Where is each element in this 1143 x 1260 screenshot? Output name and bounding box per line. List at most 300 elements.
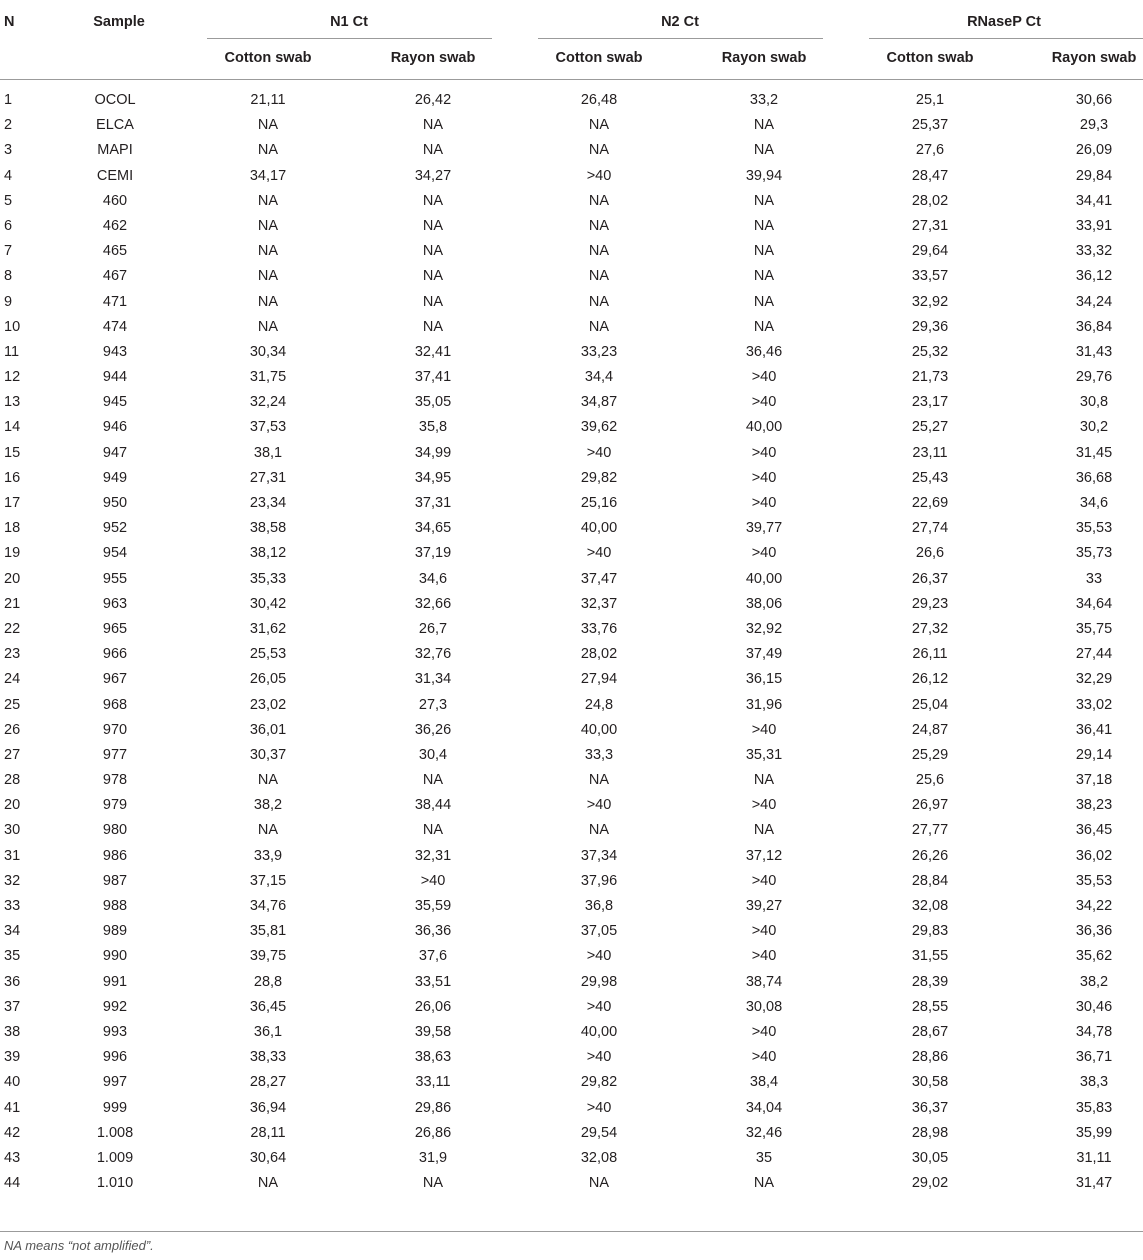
cell-rnasep-rayon: 31,45	[1075, 444, 1113, 461]
cell-n2-rayon: >40	[751, 923, 777, 940]
cell-rnasep-cotton: 26,97	[911, 797, 949, 814]
cell-rnasep-rayon: 34,24	[1075, 293, 1113, 310]
cell-n1-cotton: 36,1	[253, 1023, 283, 1040]
cell-n2-cotton: >40	[586, 797, 612, 814]
cell-n2-cotton: NA	[588, 268, 610, 285]
cell-n1-cotton: 38,2	[253, 797, 283, 814]
cell-n1-cotton: 31,75	[249, 369, 287, 386]
cell-rnasep-rayon: 37,18	[1075, 772, 1113, 789]
table-row	[0, 516, 1143, 541]
cell-n2-rayon: 39,77	[745, 520, 783, 537]
cell-sample: 987	[102, 872, 128, 889]
cell-n1-rayon: 31,34	[414, 671, 452, 688]
cell-n2-cotton: >40	[586, 948, 612, 965]
cell-n: 16	[4, 469, 21, 486]
table-row	[0, 693, 1143, 718]
cell-n2-cotton: 29,82	[580, 469, 618, 486]
cell-n1-cotton: 26,05	[249, 671, 287, 688]
cell-n: 24	[4, 671, 21, 688]
cell-sample: 967	[102, 671, 128, 688]
cell-n2-cotton: 37,47	[580, 570, 618, 587]
cell-rnasep-rayon: 36,02	[1075, 847, 1113, 864]
cell-n: 36	[4, 973, 21, 990]
cell-rnasep-rayon: 30,2	[1079, 419, 1109, 436]
cell-rnasep-rayon: 31,47	[1075, 1175, 1113, 1192]
cell-n1-rayon: NA	[422, 1175, 444, 1192]
cell-n2-cotton: 28,02	[580, 646, 618, 663]
table-row	[0, 138, 1143, 163]
table-row	[0, 642, 1143, 667]
cell-n1-cotton: NA	[257, 117, 279, 134]
cell-n1-rayon: 29,86	[414, 1099, 452, 1116]
cell-n2-cotton: >40	[586, 167, 612, 184]
cell-sample: 980	[102, 822, 128, 839]
cell-n: 15	[4, 444, 21, 461]
cell-sample: 467	[102, 268, 128, 285]
cell-sample: 988	[102, 898, 128, 914]
cell-n2-rayon: NA	[753, 293, 775, 310]
cell-n1-rayon: NA	[422, 772, 444, 789]
cell-n2-cotton: 37,05	[580, 923, 618, 940]
cell-n1-cotton: NA	[257, 822, 279, 839]
cell-sample: 1.008	[96, 1124, 134, 1141]
cell-n2-cotton: 32,08	[580, 1149, 618, 1166]
table-row	[0, 88, 1143, 113]
cell-n1-rayon: >40	[420, 872, 446, 889]
cell-n2-cotton: 40,00	[580, 520, 618, 537]
table-row	[0, 768, 1143, 793]
cell-n2-cotton: 39,62	[580, 419, 618, 436]
cell-rnasep-cotton: 27,31	[911, 217, 949, 234]
cell-sample: 945	[102, 394, 128, 411]
cell-n1-rayon: 36,26	[414, 721, 452, 738]
cell-n1-cotton: NA	[257, 1175, 279, 1192]
cell-n1-cotton: 28,11	[250, 1124, 286, 1141]
cell-n: 1	[4, 92, 13, 108]
cell-n1-rayon: NA	[422, 142, 444, 159]
cell-n1-rayon: 33,11	[415, 1074, 451, 1091]
cell-n2-rayon: >40	[751, 369, 777, 386]
table-row	[0, 1020, 1143, 1045]
cell-n1-cotton: 36,01	[249, 721, 287, 738]
cell-n: 20	[4, 797, 21, 814]
cell-n: 8	[4, 268, 13, 285]
table-row	[0, 970, 1143, 995]
cell-n2-cotton: 24,8	[584, 696, 614, 713]
cell-rnasep-rayon: 35,53	[1075, 872, 1113, 889]
cell-n1-rayon: 37,31	[414, 495, 452, 511]
cell-n2-rayon: 36,46	[745, 343, 783, 360]
header-group-n2: N2 Ct	[661, 14, 699, 30]
cell-n2-rayon: 32,92	[745, 620, 783, 637]
cell-sample: 1.010	[96, 1175, 134, 1192]
cell-n2-cotton: 40,00	[580, 721, 618, 738]
table-body	[0, 88, 1143, 1196]
cell-n2-rayon: 33,2	[749, 92, 779, 108]
header-n1-rayon: Rayon swab	[390, 50, 476, 66]
cell-sample: 949	[102, 469, 128, 486]
cell-rnasep-cotton: 25,27	[911, 419, 949, 436]
cell-rnasep-cotton: 25,32	[911, 343, 949, 360]
cell-rnasep-cotton: 23,11	[912, 444, 948, 461]
cell-n2-rayon: 38,06	[745, 595, 783, 612]
cell-rnasep-rayon: 33,91	[1075, 217, 1113, 234]
table-row	[0, 1121, 1143, 1146]
cell-rnasep-cotton: 25,04	[911, 696, 949, 713]
cell-rnasep-cotton: 25,6	[915, 772, 945, 789]
cell-n1-rayon: 35,59	[414, 898, 452, 914]
table-row	[0, 1096, 1143, 1121]
cell-n2-rayon: 35,31	[745, 746, 783, 763]
cell-n2-rayon: >40	[751, 948, 777, 965]
cell-n1-cotton: 28,8	[253, 973, 283, 990]
cell-n2-cotton: >40	[586, 444, 612, 461]
cell-sample: 471	[102, 293, 128, 310]
cell-n: 14	[4, 419, 21, 436]
cell-n: 38	[4, 1023, 21, 1040]
cell-n2-cotton: NA	[588, 293, 610, 310]
cell-rnasep-cotton: 28,98	[911, 1124, 949, 1141]
cell-n1-cotton: 33,9	[253, 847, 283, 864]
cell-rnasep-rayon: 29,76	[1075, 369, 1113, 386]
cell-rnasep-cotton: 25,43	[911, 469, 949, 486]
cell-n1-rayon: 26,86	[414, 1124, 452, 1141]
table-row	[0, 818, 1143, 843]
cell-n1-rayon: NA	[422, 822, 444, 839]
table-row	[0, 592, 1143, 617]
cell-n1-cotton: 35,33	[249, 570, 287, 587]
cell-rnasep-cotton: 30,05	[911, 1149, 949, 1166]
cell-n2-rayon: >40	[751, 872, 777, 889]
cell-n2-rayon: 39,94	[745, 167, 783, 184]
cell-n2-cotton: 29,54	[580, 1124, 618, 1141]
cell-n2-rayon: 32,46	[745, 1124, 783, 1141]
cell-n2-cotton: 29,98	[580, 973, 618, 990]
cell-rnasep-cotton: 33,57	[911, 268, 949, 285]
table-row	[0, 1146, 1143, 1171]
cell-n1-rayon: 27,3	[418, 696, 448, 713]
cell-sample: 462	[102, 217, 128, 234]
cell-rnasep-cotton: 25,1	[915, 92, 945, 108]
cell-rnasep-rayon: 34,41	[1075, 192, 1113, 209]
cell-n1-cotton: 25,53	[249, 646, 287, 663]
cell-n1-cotton: 30,42	[249, 595, 287, 612]
table-row	[0, 340, 1143, 365]
cell-rnasep-rayon: 38,3	[1079, 1074, 1109, 1091]
cell-n2-cotton: >40	[586, 998, 612, 1015]
cell-n: 3	[4, 142, 13, 159]
cell-rnasep-cotton: 27,74	[911, 520, 949, 537]
cell-rnasep-cotton: 28,84	[911, 872, 949, 889]
cell-rnasep-rayon: 35,73	[1075, 545, 1113, 562]
cell-n2-cotton: 29,82	[580, 1074, 618, 1091]
cell-n1-cotton: NA	[257, 142, 279, 159]
cell-n1-rayon: NA	[422, 117, 444, 134]
cell-rnasep-cotton: 30,58	[911, 1074, 949, 1091]
table-row	[0, 1045, 1143, 1070]
cell-n1-cotton: 30,34	[249, 343, 287, 360]
cell-n2-rayon: 38,4	[749, 1074, 779, 1091]
table-row	[0, 567, 1143, 592]
cell-n: 37	[4, 998, 21, 1015]
cell-sample: 944	[102, 369, 128, 386]
cell-rnasep-rayon: 35,62	[1075, 948, 1113, 965]
cell-n2-rayon: >40	[751, 469, 777, 486]
cell-n1-cotton: 28,27	[249, 1074, 287, 1091]
cell-n1-rayon: NA	[422, 243, 444, 260]
cell-n1-cotton: 21,11	[250, 92, 286, 108]
cell-n1-rayon: NA	[422, 318, 444, 335]
cell-n1-cotton: 36,45	[249, 998, 287, 1015]
cell-n: 19	[4, 545, 21, 562]
cell-n: 10	[4, 318, 21, 335]
cell-rnasep-cotton: 26,12	[911, 671, 949, 688]
cell-n2-cotton: NA	[588, 772, 610, 789]
cell-n1-cotton: 32,24	[249, 394, 287, 411]
table-row	[0, 390, 1143, 415]
cell-n2-cotton: NA	[588, 318, 610, 335]
table-row	[0, 441, 1143, 466]
cell-n1-rayon: 37,6	[418, 948, 448, 965]
cell-rnasep-cotton: 26,11	[912, 646, 948, 663]
cell-n2-rayon: NA	[753, 822, 775, 839]
cell-n2-rayon: >40	[751, 495, 777, 511]
table-row	[0, 743, 1143, 768]
cell-n: 28	[4, 772, 21, 789]
cell-n1-rayon: 30,4	[418, 746, 448, 763]
cell-rnasep-rayon: 35,83	[1075, 1099, 1113, 1116]
cell-n1-rayon: 34,99	[414, 444, 452, 461]
table-row	[0, 617, 1143, 642]
cell-sample: 992	[102, 998, 128, 1015]
cell-rnasep-rayon: 36,45	[1075, 822, 1113, 839]
cell-sample: 963	[102, 595, 128, 612]
cell-rnasep-cotton: 28,86	[911, 1049, 949, 1066]
cell-n1-rayon: 31,9	[418, 1149, 448, 1166]
cell-n: 20	[4, 570, 21, 587]
cell-n1-cotton: 34,17	[249, 167, 287, 184]
cell-n: 5	[4, 192, 13, 209]
cell-sample: 986	[102, 847, 128, 864]
cell-n: 31	[4, 847, 21, 864]
table-row	[0, 365, 1143, 390]
cell-rnasep-cotton: 21,73	[911, 369, 949, 386]
cell-rnasep-rayon: 30,8	[1079, 394, 1109, 411]
cell-n: 39	[4, 1049, 21, 1066]
cell-n2-rayon: 35	[755, 1149, 773, 1166]
cell-n2-rayon: NA	[753, 772, 775, 789]
cell-n2-rayon: >40	[751, 797, 777, 814]
cell-rnasep-cotton: 32,08	[911, 898, 949, 914]
cell-rnasep-rayon: 35,99	[1075, 1124, 1113, 1141]
table-row	[0, 869, 1143, 894]
cell-n1-cotton: NA	[257, 318, 279, 335]
cell-rnasep-rayon: 27,44	[1075, 646, 1113, 663]
cell-n: 22	[4, 620, 21, 637]
table-row	[0, 944, 1143, 969]
cell-n: 41	[4, 1099, 21, 1116]
cell-rnasep-cotton: 28,67	[911, 1023, 949, 1040]
cell-sample: 460	[102, 192, 128, 209]
cell-rnasep-cotton: 27,6	[915, 142, 945, 159]
cell-n2-cotton: 26,48	[580, 92, 618, 108]
cell-n2-rayon: 40,00	[745, 419, 783, 436]
group-rule-n1	[207, 38, 492, 39]
table-row	[0, 919, 1143, 944]
cell-rnasep-cotton: 27,32	[911, 620, 949, 637]
cell-n1-cotton: 39,75	[249, 948, 287, 965]
cell-n1-cotton: 35,81	[249, 923, 287, 940]
cell-n1-rayon: 35,8	[418, 419, 448, 436]
cell-n2-cotton: 32,37	[580, 595, 618, 612]
cell-n1-cotton: NA	[257, 772, 279, 789]
table-row	[0, 1171, 1143, 1196]
table-row	[0, 793, 1143, 818]
cell-rnasep-cotton: 29,83	[911, 923, 949, 940]
cell-rnasep-rayon: 35,75	[1075, 620, 1113, 637]
cell-sample: 978	[102, 772, 128, 789]
cell-n1-rayon: 33,51	[414, 973, 452, 990]
cell-rnasep-rayon: 34,78	[1075, 1023, 1113, 1040]
cell-n1-cotton: 23,34	[249, 495, 287, 511]
cell-n1-rayon: 34,95	[414, 469, 452, 486]
cell-n2-rayon: 38,74	[745, 973, 783, 990]
cell-rnasep-cotton: 25,37	[911, 117, 949, 134]
cell-n1-cotton: 23,02	[249, 696, 287, 713]
cell-rnasep-cotton: 26,37	[911, 570, 949, 587]
cell-n2-rayon: 36,15	[745, 671, 783, 688]
cell-rnasep-rayon: 32,29	[1075, 671, 1113, 688]
table-row	[0, 1070, 1143, 1095]
cell-sample: 989	[102, 923, 128, 940]
cell-n1-rayon: 26,42	[414, 92, 452, 108]
cell-sample: 465	[102, 243, 128, 260]
table-row	[0, 995, 1143, 1020]
cell-sample: 474	[102, 318, 128, 335]
cell-rnasep-cotton: 29,36	[911, 318, 949, 335]
cell-rnasep-rayon: 31,43	[1075, 343, 1113, 360]
cell-sample: 993	[102, 1023, 128, 1040]
cell-rnasep-rayon: 30,66	[1075, 92, 1113, 108]
cell-n1-cotton: 34,76	[249, 898, 287, 914]
table-row	[0, 718, 1143, 743]
cell-rnasep-rayon: 35,53	[1075, 520, 1113, 537]
cell-n2-rayon: NA	[753, 318, 775, 335]
cell-n1-rayon: 37,41	[414, 369, 452, 386]
header-rule	[0, 79, 1143, 80]
cell-n2-rayon: NA	[753, 142, 775, 159]
cell-n1-cotton: 36,94	[249, 1099, 287, 1116]
cell-rnasep-rayon: 26,09	[1075, 142, 1113, 159]
cell-n2-rayon: >40	[751, 545, 777, 562]
cell-n2-rayon: 34,04	[745, 1099, 783, 1116]
bottom-rule	[0, 1231, 1143, 1232]
cell-n1-cotton: 38,33	[249, 1049, 287, 1066]
cell-sample: ELCA	[96, 117, 134, 134]
cell-sample: 996	[102, 1049, 128, 1066]
cell-n2-cotton: NA	[588, 117, 610, 134]
cell-n: 13	[4, 394, 21, 411]
cell-sample: MAPI	[97, 142, 133, 159]
cell-n: 23	[4, 646, 21, 663]
cell-n2-cotton: 34,4	[584, 369, 614, 386]
table-row	[0, 541, 1143, 566]
cell-n2-rayon: 40,00	[745, 570, 783, 587]
cell-n: 40	[4, 1074, 21, 1091]
cell-n1-cotton: NA	[257, 268, 279, 285]
cell-sample: 997	[102, 1074, 128, 1091]
cell-n2-rayon: 37,12	[745, 847, 783, 864]
cell-rnasep-rayon: 36,41	[1075, 721, 1113, 738]
cell-sample: 979	[102, 797, 128, 814]
header-sample: Sample	[93, 14, 145, 30]
cell-n2-cotton: NA	[588, 142, 610, 159]
cell-rnasep-rayon: 36,84	[1075, 318, 1113, 335]
cell-n2-rayon: >40	[751, 444, 777, 461]
cell-n1-cotton: 31,62	[249, 620, 287, 637]
cell-sample: 999	[102, 1099, 128, 1116]
cell-n2-cotton: >40	[586, 1099, 612, 1116]
cell-n: 21	[4, 595, 21, 612]
cell-n2-cotton: 40,00	[580, 1023, 618, 1040]
cell-rnasep-cotton: 25,29	[911, 746, 949, 763]
cell-rnasep-rayon: 36,71	[1075, 1049, 1113, 1066]
cell-n: 11	[4, 343, 20, 360]
cell-n2-rayon: NA	[753, 217, 775, 234]
table-row	[0, 239, 1143, 264]
cell-n1-rayon: 38,63	[414, 1049, 452, 1066]
cell-rnasep-cotton: 24,87	[911, 721, 949, 738]
table-row	[0, 264, 1143, 289]
cell-sample: OCOL	[94, 92, 136, 108]
cell-n1-rayon: 34,6	[418, 570, 448, 587]
header-n2-cotton: Cotton swab	[555, 50, 643, 66]
cell-n1-rayon: NA	[422, 268, 444, 285]
cell-sample: 946	[102, 419, 128, 436]
cell-n1-cotton: NA	[257, 293, 279, 310]
cell-n2-rayon: NA	[753, 243, 775, 260]
cell-sample: 954	[102, 545, 128, 562]
cell-n1-rayon: 32,66	[414, 595, 452, 612]
table-row	[0, 189, 1143, 214]
header-n: N	[4, 14, 15, 30]
cell-n: 12	[4, 369, 21, 386]
table-row	[0, 667, 1143, 692]
cell-n1-rayon: 32,76	[414, 646, 452, 663]
cell-n1-cotton: 37,15	[249, 872, 287, 889]
cell-n2-cotton: >40	[586, 545, 612, 562]
cell-n1-rayon: 35,05	[414, 394, 452, 411]
cell-n: 18	[4, 520, 21, 537]
cell-rnasep-rayon: 29,3	[1079, 117, 1109, 134]
table-row	[0, 894, 1143, 919]
cell-rnasep-cotton: 29,02	[911, 1175, 949, 1192]
cell-sample: 991	[102, 973, 128, 990]
cell-n1-rayon: 37,19	[414, 545, 452, 562]
cell-n: 30	[4, 822, 21, 839]
cell-rnasep-cotton: 26,26	[911, 847, 949, 864]
cell-n2-cotton: NA	[588, 192, 610, 209]
cell-rnasep-cotton: 31,55	[911, 948, 949, 965]
cell-sample: 950	[102, 495, 128, 511]
cell-n: 44	[4, 1175, 21, 1192]
header-rnasep-rayon: Rayon swab	[1051, 50, 1137, 66]
cell-rnasep-cotton: 22,69	[911, 495, 949, 511]
cell-n: 6	[4, 217, 13, 234]
cell-n2-rayon: 39,27	[745, 898, 783, 914]
cell-n2-rayon: NA	[753, 117, 775, 134]
header-group-rnasep: RNaseP Ct	[967, 14, 1041, 30]
